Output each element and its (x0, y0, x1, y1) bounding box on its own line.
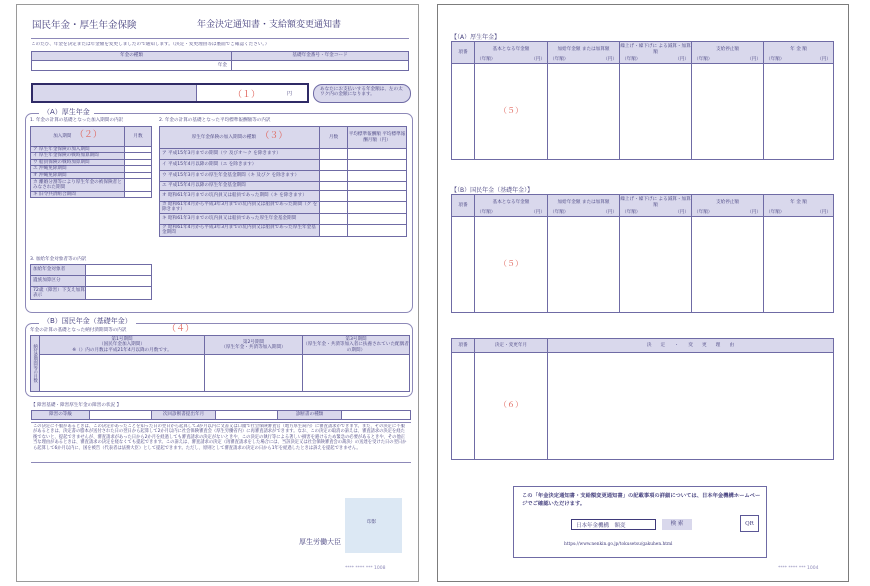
col-additional: 加給年金額 または加算額 （年額） （円） (548, 195, 620, 217)
col-annual-amount: 年 金 額 （年額） （円） (764, 195, 834, 217)
divider (31, 38, 409, 39)
col-change-date: 決定・変更年月 (475, 339, 548, 353)
dependent-row: 72歳（障害）下支え加算表示 (31, 287, 86, 300)
document-title: 年金決定通知書・支給額変更通知書 (197, 20, 342, 30)
col-months: 月数 (125, 127, 152, 147)
legal-notice: この決定に不服があるときは、この決定があったことを知った日の翌日から起算して3か月以内に文書又は口頭で社会保険審査官（地方厚生局内）に審査請求ができます。また、その決定に不服があるときは、決定書の謄本が送付された日の翌日から起算して2か月以内に社会保険審査会（厚生労働省内）に再審査請求ができます。なお、この決定の取消の訴えは、審査請求の決定を経た後でないと、提起できませんが、審査請求があった日から2か月を経過しても審査請求の決定がないときや、この決定の執行等による著しい損害を避けるため緊急の必要があるときや、その他正当な理由があるときは、審査請求の決定を経なくても提起できます。この訴えは、審査請求の決定（再審査請求をした場合には、当該決定又は社会保険審査会の裁決）の送達を受けた日の翌日から起算して6か月以内に、国を被告（代表者は法務大臣）として提起できます。ただし、原則として審査請求の決定の日から1年を経過したときは訴えを提起できません。 (33, 424, 407, 451)
disability-title: 【 障害基礎・障害厚生年金の障害の状況 】 (31, 403, 122, 408)
col-item-no: 項番 (452, 339, 475, 353)
notice-front-page (16, 4, 419, 582)
search-query-field[interactable]: 日本年金機構 額変 (571, 519, 656, 530)
label-next-diagnosis: 次回診断書提出年月 (152, 411, 216, 420)
minister-name: 厚生労働大臣 (299, 538, 341, 546)
col-item-no: 項番 (452, 195, 475, 217)
col-base-amount: 基本となる年金額 （年額） （円） (475, 42, 548, 64)
dependent-row: 加給年金対象者 (31, 265, 86, 276)
label-grade: 障害の等級 (32, 411, 90, 420)
pension-type-table (31, 51, 409, 71)
marker-5a: （５） (499, 105, 523, 115)
amount-note: あなたにお支払いする年金額は、左の太ワク内の金額になります。 (313, 84, 411, 103)
section-b-title: 【（B）国民年金（基礎年金）】 (451, 187, 534, 194)
side-label: 納付済期間等の月数 (31, 336, 40, 392)
marker-2: （２） (74, 130, 102, 141)
marker-6: （６） (499, 400, 523, 410)
salary-row: ア 平成15年3月までの期間（ウ 及びオ～ク を除きます） (160, 149, 320, 160)
qr-code[interactable]: QR (740, 515, 759, 532)
col-period: 加入期間 （２） (31, 127, 125, 147)
col-suspended: 支給停止額 （年額） （円） (692, 42, 764, 64)
salary-row: ク 昭和61年4月から平成3年3月までの坑内員又は船員であった厚生年金基金期間 (160, 224, 320, 236)
salary-row: カ 昭和61年4月から平成3年3月までの坑内員又は船員であった期間（ク を除きます） (160, 202, 320, 214)
amount-value-cell (197, 85, 307, 101)
period-row: キ 旧令共済組合期間 (31, 192, 125, 198)
average-salary-table (159, 126, 407, 237)
yen-unit: 円 (287, 91, 293, 97)
national-pension-table (30, 335, 410, 392)
website-url[interactable]: https://www.nenkin.go.jp/tokusetsu/gakuhen.html (564, 542, 673, 547)
col-reason: 決 定 ・ 変 更 理 由 (548, 339, 834, 353)
info-box (513, 486, 767, 558)
disability-table (31, 410, 411, 420)
dependents-table (30, 264, 152, 300)
col-additional: 加給年金額 または加算額 （年額） （円） (548, 42, 620, 64)
col-base-amount: 基本となる年金額 （年額） （円） (475, 195, 548, 217)
footer-code: **** **** *** 1004 (778, 566, 819, 571)
col-category-2: 第2号期間 （厚生年金・共済等加入期間） (205, 336, 303, 355)
col-adjustment: 繰上げ・繰下げに よる減算・加算額 （年額） （円） (620, 195, 692, 217)
period-row: イ 厚生年金保険の戦時加算期間 (31, 153, 125, 159)
system-title: 国民年金・厚生年金保険 (32, 20, 137, 31)
divider (31, 462, 411, 463)
col-category-3: 第3号期間 （厚生年金・共済等加入者に扶養されていた配偶者の期間） (303, 336, 409, 353)
col-annual-amount: 年 金 額 （年額） （円） (764, 42, 834, 64)
pension-type-value: 年金 (32, 61, 232, 71)
salary-row: オ 昭和61年3月までの坑内員又は船員であった期間（キ を除きます） (160, 191, 320, 202)
col-average-salary: 平均標準報酬額 平均標準報酬月額（円） (348, 127, 407, 149)
col-pension-type: 年金の種類 (32, 52, 232, 61)
col-months: 月数 (320, 127, 348, 149)
official-seal: 印影 (345, 498, 402, 553)
col-suspended: 支給停止額 （年額） （円） (692, 195, 764, 217)
amount-label-cell (33, 85, 197, 101)
col-category-1: 第1号期間 （国民年金加入期間） ※（）内の月数は平成21年4月以降の月数です。 (40, 336, 205, 355)
pension-code-value (232, 61, 409, 71)
sub2-caption: 2. 年金の計算の基礎となった平均標準報酬額等の内訳 (159, 118, 271, 123)
period-row: エ 沖縄免除期間 (31, 166, 125, 172)
col-pension-code: 基礎年金番号・年金コード (232, 52, 409, 61)
reason-table (451, 338, 834, 460)
footer-code: **** **** *** 1008 (345, 566, 386, 571)
salary-row: イ 平成15年4月以降の期間（エ を除きます） (160, 160, 320, 171)
salary-row: ウ 平成15年3月までの厚生年金基金期間（キ 及びク を除きます） (160, 171, 320, 182)
search-button[interactable]: 検 索 (662, 519, 692, 530)
salary-row: エ 平成15年4月以降の厚生年金基金期間 (160, 182, 320, 191)
section-b-title: （B）国民年金（基礎年金） (39, 316, 136, 326)
marker-5b: （５） (499, 258, 523, 268)
col-item-no: 項番 (452, 42, 475, 64)
notice-line: このたび、年金を決定または年金額を変更しましたので通知します。（決定・変更理由等は裏面でご確認ください。） (31, 42, 270, 47)
period-row: カ 離婚分割等により厚生年金の被保険者とみなされた期間 (31, 179, 125, 192)
section-a-title: 【（A）厚生年金】 (451, 34, 501, 41)
divider (31, 422, 411, 423)
marker-4: （４） (167, 324, 195, 334)
section-b-caption: 年金の計算の基礎となった納付済期間等の内訳 (30, 328, 127, 333)
period-row: ウ 船員保険の戦時加算期間 (31, 159, 125, 165)
label-diagnosis-type: 診断書の種類 (278, 411, 342, 420)
salary-row: キ 昭和61年3月までの坑内員又は船員であった厚生年金基金期間 (160, 213, 320, 224)
marker-3: （３） (260, 131, 288, 142)
sub1-caption: 1. 年金の計算の基礎となった加入期間の内訳 (30, 118, 124, 123)
col-adjustment: 繰上げ・繰下げに よる減算・加算額 （年額） （円） (620, 42, 692, 64)
marker-1: （１） (233, 90, 261, 100)
period-row: オ 沖縄免除期間 (31, 172, 125, 178)
sub3-caption: 3. 加給年金対象者等の内訳 (30, 257, 87, 262)
col-period-type: 厚生年金保険の加入期間の種類 （３） (160, 127, 320, 149)
notice-back-page (437, 4, 849, 582)
enrollment-period-table (30, 126, 152, 198)
kokumin-amount-table (451, 194, 834, 313)
dependent-row: 遺族加算区分 (31, 276, 86, 287)
section-a-title: （A）厚生年金 (39, 107, 94, 117)
info-text: この「年金決定通知書・支給額変更通知書」の記載事項の詳細については、日本年金機構ホームページでご確認いただけます。 (522, 493, 761, 507)
period-row: ア 厚生年金保険の加入期間 (31, 147, 125, 153)
pension-amount-box (31, 83, 309, 103)
kosei-amount-table (451, 41, 834, 160)
